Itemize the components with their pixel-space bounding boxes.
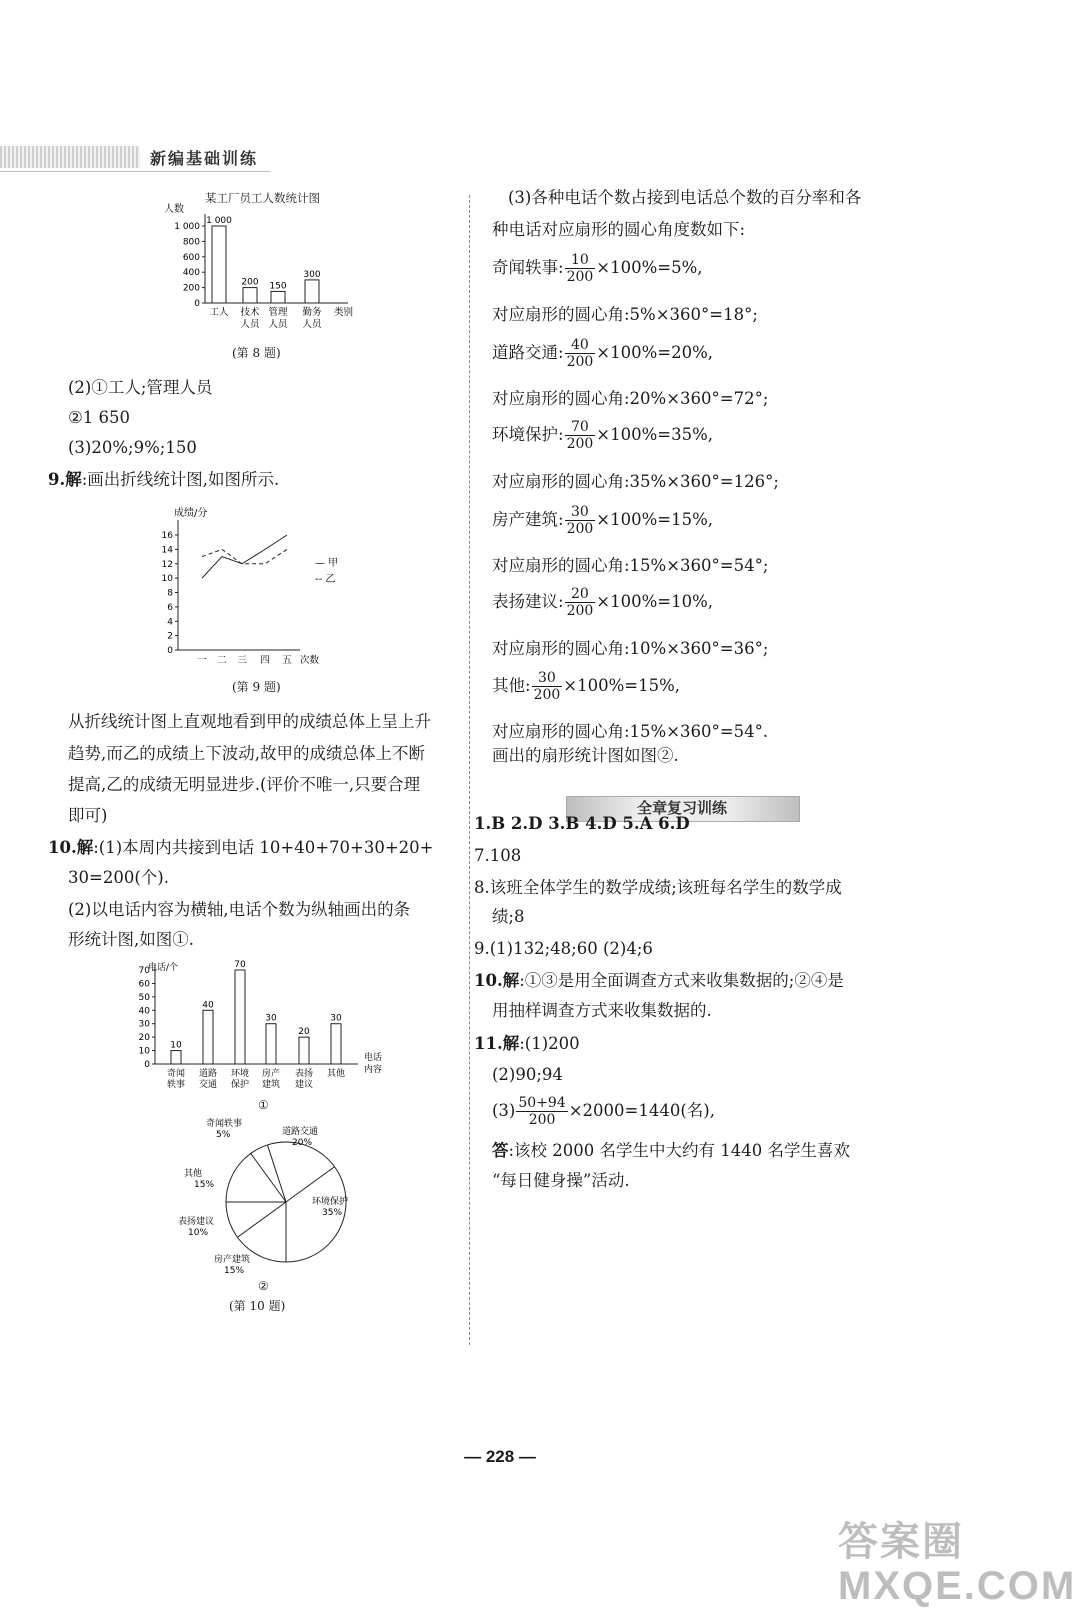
fraction-numerator: 30 xyxy=(565,504,596,521)
chart10-y-tick-label: 70 xyxy=(138,966,150,976)
fraction-numerator: 40 xyxy=(565,337,596,354)
draw-pie-note: 画出的扇形统计图如图②. xyxy=(492,746,679,765)
chart10-bar xyxy=(266,1024,276,1064)
calc-row-percent xyxy=(492,250,703,286)
chart10-bar xyxy=(235,970,245,1064)
pie-slice-label: 表扬建议 xyxy=(178,1217,215,1227)
chart8-bar xyxy=(305,280,319,303)
chart9-x-tick-label: 三 xyxy=(237,655,247,666)
fraction-denominator: 200 xyxy=(566,354,594,370)
calc-category: 道路交通: xyxy=(492,343,564,362)
review-11-line1: :(1)200 xyxy=(519,1034,580,1053)
answer8-2-2: ②1 650 xyxy=(68,408,131,427)
pie-slice-label: 道路交通 xyxy=(282,1127,319,1137)
header-decoration xyxy=(0,146,140,168)
calc-fraction xyxy=(565,586,596,619)
fraction-denominator: 200 xyxy=(566,269,594,285)
chart10-category-label: 交通 xyxy=(198,1080,218,1090)
column-divider xyxy=(469,195,470,1345)
right-intro-line1: (3)各种电话个数占接到电话总个数的百分率和各 xyxy=(508,188,862,207)
answer8-3: (3)20%;9%;150 xyxy=(68,438,197,457)
fraction-denominator: 200 xyxy=(566,521,594,537)
calc-row-angle: 对应扇形的圆心角:5%×360°=18°; xyxy=(492,305,758,324)
review-answer-11 xyxy=(474,1033,580,1055)
fraction-denominator: 200 xyxy=(566,436,594,452)
chart8-bar xyxy=(243,288,257,303)
calc-row-angle: 对应扇形的圆心角:20%×360°=72°; xyxy=(492,389,769,408)
chart10-bar xyxy=(171,1051,181,1064)
chart8-title: 某工厂员工人数统计图 xyxy=(205,191,320,205)
chart9-x-tick-label: 四 xyxy=(260,655,270,666)
chart9-y-tick-label: 12 xyxy=(161,559,173,570)
calc-row-angle: 对应扇形的圆心角:10%×360°=36°; xyxy=(492,639,769,658)
review-10-number: 10. xyxy=(474,971,503,990)
chart8-category-label: 勤务 xyxy=(302,307,322,318)
chart8-bar-chart xyxy=(150,200,380,340)
pie-slice-percent: 15% xyxy=(194,1180,215,1190)
chart10-y-tick-label: 20 xyxy=(138,1033,150,1044)
chart9-line-chart xyxy=(160,502,360,672)
chart8-y-label: 人数 xyxy=(164,204,184,215)
fraction-denominator: 200 xyxy=(533,687,561,703)
chart8-y-tick-label: 1 000 xyxy=(174,222,200,232)
review-10-line1: :①③是用全面调查方式来收集数据的;②④是 xyxy=(519,971,844,990)
chart10-bar-caption: ① xyxy=(258,1098,269,1112)
chart9-x-tick-label: 二 xyxy=(217,655,227,666)
question10-line3: (2)以电话内容为横轴,电话个数为纵轴画出的条 xyxy=(68,900,411,919)
pie-slice-boundary xyxy=(237,1202,286,1237)
chart10-bar-chart xyxy=(128,958,398,1103)
chart8-value-label: 1 000 xyxy=(206,216,232,226)
chart8-y-tick-label: 400 xyxy=(182,268,200,279)
chart10-pie-caption: ② xyxy=(258,1279,269,1293)
fraction-numerator: 70 xyxy=(565,419,596,436)
question10-line4: 形统计图,如图①. xyxy=(68,930,194,949)
fraction-numerator: 20 xyxy=(565,586,596,603)
calc-fraction xyxy=(565,337,596,370)
header-rule xyxy=(0,171,270,172)
q9-explanation-line3: 提高,乙的成绩无明显进步.(评价不唯一,只要合理 xyxy=(68,775,421,794)
chart8-value-label: 300 xyxy=(303,269,321,280)
pie-slice-percent: 10% xyxy=(188,1228,209,1238)
calc-result: ×100%=35%, xyxy=(596,425,714,444)
review-11-number: 11. xyxy=(474,1034,503,1053)
chart8-category-label: 人员 xyxy=(302,319,322,330)
calc-row-percent xyxy=(492,668,680,704)
fraction-numerator: 10 xyxy=(565,252,596,269)
fraction-denominator: 200 xyxy=(528,1112,556,1128)
chart8-category-label: 人员 xyxy=(240,319,260,330)
pie-slice-label: 其他 xyxy=(184,1169,203,1179)
chart10-category-label: 建筑 xyxy=(261,1080,281,1090)
chart10-category-label: 轶事 xyxy=(166,1080,186,1090)
chart9-legend-jia: — 甲 xyxy=(315,558,339,569)
page-number: — 228 — xyxy=(464,1447,536,1466)
pie-slice-label: 环境保护 xyxy=(312,1197,349,1207)
chart10-y-tick-label: 40 xyxy=(138,1006,150,1017)
chart10-pie-chart xyxy=(170,1112,390,1284)
chart8-value-label: 150 xyxy=(269,281,287,292)
fraction-numerator: 50+94 xyxy=(518,1095,566,1111)
chart10-value-label: 70 xyxy=(234,960,246,970)
calc-category: 奇闻轶事: xyxy=(492,258,564,277)
review-11-line3 xyxy=(492,1093,715,1129)
calc-row-percent xyxy=(492,335,713,371)
calc-result: ×100%=15%, xyxy=(596,510,714,529)
review-answer-7: 7.108 xyxy=(474,846,522,865)
chart9-y-tick-label: 2 xyxy=(167,631,173,642)
fraction-denominator: 200 xyxy=(566,603,594,619)
chart10-value-label: 20 xyxy=(298,1027,310,1038)
pie-slice-boundary xyxy=(267,1145,286,1202)
answer8-2-1: (2)①工人;管理人员 xyxy=(68,378,213,397)
pie-slice-boundary xyxy=(251,1153,286,1202)
chart8-y-tick-label: 0 xyxy=(194,299,200,309)
chart10-y-tick-label: 10 xyxy=(138,1046,150,1057)
chart10-category-label: 道路 xyxy=(198,1069,218,1079)
chart8-caption: (第 8 题) xyxy=(232,346,281,360)
review-11-line3-prefix: (3) xyxy=(492,1101,516,1120)
chart8-y-tick-label: 800 xyxy=(182,237,200,248)
chart9-x-label: 次数 xyxy=(300,655,320,666)
watermark-text: 答案圈 MXQE.COM xyxy=(838,1520,1076,1608)
chart10-category-label: 建议 xyxy=(294,1080,314,1090)
question9-number: 9. xyxy=(48,470,66,489)
review-10-solve-label: 解 xyxy=(502,971,520,990)
chart9-series-line xyxy=(202,549,287,563)
review-11-solve-label: 解 xyxy=(502,1034,520,1053)
chart10-y-tick-label: 50 xyxy=(138,992,150,1003)
chart10-value-label: 40 xyxy=(202,1000,214,1011)
pie-slice-percent: 5% xyxy=(216,1130,231,1140)
pie-slice-label: 奇闻轶事 xyxy=(206,1119,243,1129)
question10-line2: 30=200(个). xyxy=(68,868,169,887)
watermark xyxy=(838,1520,1076,1608)
question10-line1: :(1)本周内共接到电话 10+40+70+30+20+ xyxy=(93,838,434,857)
calc-result: ×100%=10%, xyxy=(596,592,714,611)
q9-explanation-line4: 即可) xyxy=(68,806,108,825)
chart10-y-tick-label: 30 xyxy=(138,1019,150,1030)
chart9-y-tick-label: 14 xyxy=(161,545,173,556)
chart9-x-tick-label: 五 xyxy=(282,655,292,666)
calc-row-percent xyxy=(492,417,713,453)
calc-category: 房产建筑: xyxy=(492,510,564,529)
calc-fraction xyxy=(565,504,596,537)
pie-slice-label: 房产建筑 xyxy=(214,1255,251,1265)
question9-text: :画出折线统计图,如图所示. xyxy=(81,470,280,489)
review-answer-9: 9.(1)132;48;60 (2)4;6 xyxy=(474,939,653,958)
pie-slice-percent: 20% xyxy=(292,1138,313,1148)
chart9-y-tick-label: 16 xyxy=(161,531,173,541)
pie-slice-percent: 15% xyxy=(224,1266,245,1276)
final-answer-line1 xyxy=(492,1140,850,1162)
calc-category: 其他: xyxy=(492,676,531,695)
chart9-y-tick-label: 10 xyxy=(161,574,173,585)
question10-solve-label: 解 xyxy=(76,838,94,857)
review-answer-8-line1: 8.该班全体学生的数学成绩;该班每名学生的数学成 xyxy=(474,878,842,897)
chart10-category-label: 表扬 xyxy=(294,1069,314,1079)
review-11-line2: (2)90;94 xyxy=(492,1065,563,1084)
chart9-y-tick-label: 4 xyxy=(167,617,173,628)
chart10-value-label: 30 xyxy=(265,1013,277,1024)
chart9-y-tick-label: 0 xyxy=(167,646,173,656)
chart8-y-tick-label: 200 xyxy=(182,283,200,294)
question10-number: 10. xyxy=(48,838,77,857)
chart10-bar xyxy=(331,1024,341,1064)
question9-solve-label: 解 xyxy=(65,470,82,489)
chart8-bar xyxy=(271,291,285,303)
review-answers-1-6: 1.B 2.D 3.B 4.D 5.A 6.D xyxy=(474,814,690,833)
chart9-caption: (第 9 题) xyxy=(232,680,281,694)
calc-result: ×100%=15%, xyxy=(563,676,681,695)
chart9-x-tick-label: 一 xyxy=(197,655,207,666)
calc-row-percent xyxy=(492,584,713,620)
section-title: 全章复习训练 xyxy=(636,799,727,817)
calc-category: 环境保护: xyxy=(492,425,564,444)
chart10-y-tick-label: 60 xyxy=(138,979,150,990)
chart10-value-label: 10 xyxy=(170,1040,182,1051)
q9-explanation-line2: 趋势,而乙的成绩上下波动,故甲的成绩总体上不断 xyxy=(68,744,425,763)
chart9-y-label: 成绩/分 xyxy=(174,508,208,519)
chart8-category-label: 管理 xyxy=(268,307,288,318)
chart8-value-label: 200 xyxy=(241,277,259,288)
calc-fraction xyxy=(565,419,596,452)
chart8-category-label: 工人 xyxy=(209,307,229,318)
calc-row-angle: 对应扇形的圆心角:15%×360°=54°; xyxy=(492,556,769,575)
chart9-legend-yi: -- 乙 xyxy=(315,574,336,585)
page-number-value: 228 xyxy=(485,1447,515,1466)
chart8-category-label: 人员 xyxy=(268,319,288,330)
review-11-fraction xyxy=(516,1095,567,1128)
calc-category: 表扬建议: xyxy=(492,592,564,611)
calc-result: ×100%=20%, xyxy=(596,343,714,362)
chart10-category-label: 其他 xyxy=(326,1069,346,1079)
q9-explanation-line1: 从折线统计图上直观地看到甲的成绩总体上呈上升 xyxy=(68,712,431,731)
final-answer-line2: “每日健身操”活动. xyxy=(492,1171,630,1190)
chart10-category-label: 房产 xyxy=(261,1069,281,1079)
chart10-value-label: 30 xyxy=(330,1013,342,1024)
chart10-y-label: 电话/个 xyxy=(148,963,179,973)
calc-row-angle: 对应扇形的圆心角:15%×360°=54°. xyxy=(492,722,769,741)
answer-label: 答 xyxy=(492,1141,509,1160)
chart10-category-label: 环境 xyxy=(230,1069,250,1079)
calc-fraction xyxy=(532,670,563,703)
review-answer-8-line2: 绩;8 xyxy=(492,907,525,926)
calc-row-percent xyxy=(492,502,713,538)
header-title: 新编基础训练 xyxy=(150,149,259,168)
chart10-bar xyxy=(203,1010,213,1064)
chart8-x-label: 类别 xyxy=(334,307,354,318)
chart9-y-tick-label: 8 xyxy=(167,588,173,599)
chart10-x-label: 内容 xyxy=(364,1065,383,1075)
calc-fraction xyxy=(565,252,596,285)
fraction-numerator: 30 xyxy=(532,670,563,687)
question9-answer xyxy=(48,469,279,491)
review-11-line3-rest: ×2000=1440(名), xyxy=(568,1101,715,1120)
review-10-line2: 用抽样调查方式来收集数据的. xyxy=(492,1001,712,1020)
chart8-bar xyxy=(212,226,226,303)
calc-row-angle: 对应扇形的圆心角:35%×360°=126°; xyxy=(492,472,779,491)
chart10-category-label: 奇闻 xyxy=(166,1069,186,1079)
right-intro-line2: 种电话对应扇形的圆心角度数如下: xyxy=(492,220,746,239)
chart8-y-tick-label: 600 xyxy=(182,252,200,263)
chart8-category-label: 技术 xyxy=(240,307,260,318)
pie-slice-percent: 35% xyxy=(322,1208,343,1218)
chart10-bar xyxy=(299,1037,309,1064)
chart10-category-label: 保护 xyxy=(230,1080,250,1090)
chart9-series-line xyxy=(202,535,287,578)
calc-result: ×100%=5%, xyxy=(596,258,703,277)
answer-text: :该校 2000 名学生中大约有 1440 名学生喜欢 xyxy=(508,1141,851,1160)
chart10-x-label: 电话 xyxy=(364,1053,383,1063)
question10-answer xyxy=(48,837,434,859)
chart10-y-tick-label: 0 xyxy=(144,1060,150,1070)
chart10-figure-caption: (第 10 题) xyxy=(229,1299,286,1313)
chart9-y-tick-label: 6 xyxy=(167,602,173,613)
review-answer-10 xyxy=(474,970,844,992)
